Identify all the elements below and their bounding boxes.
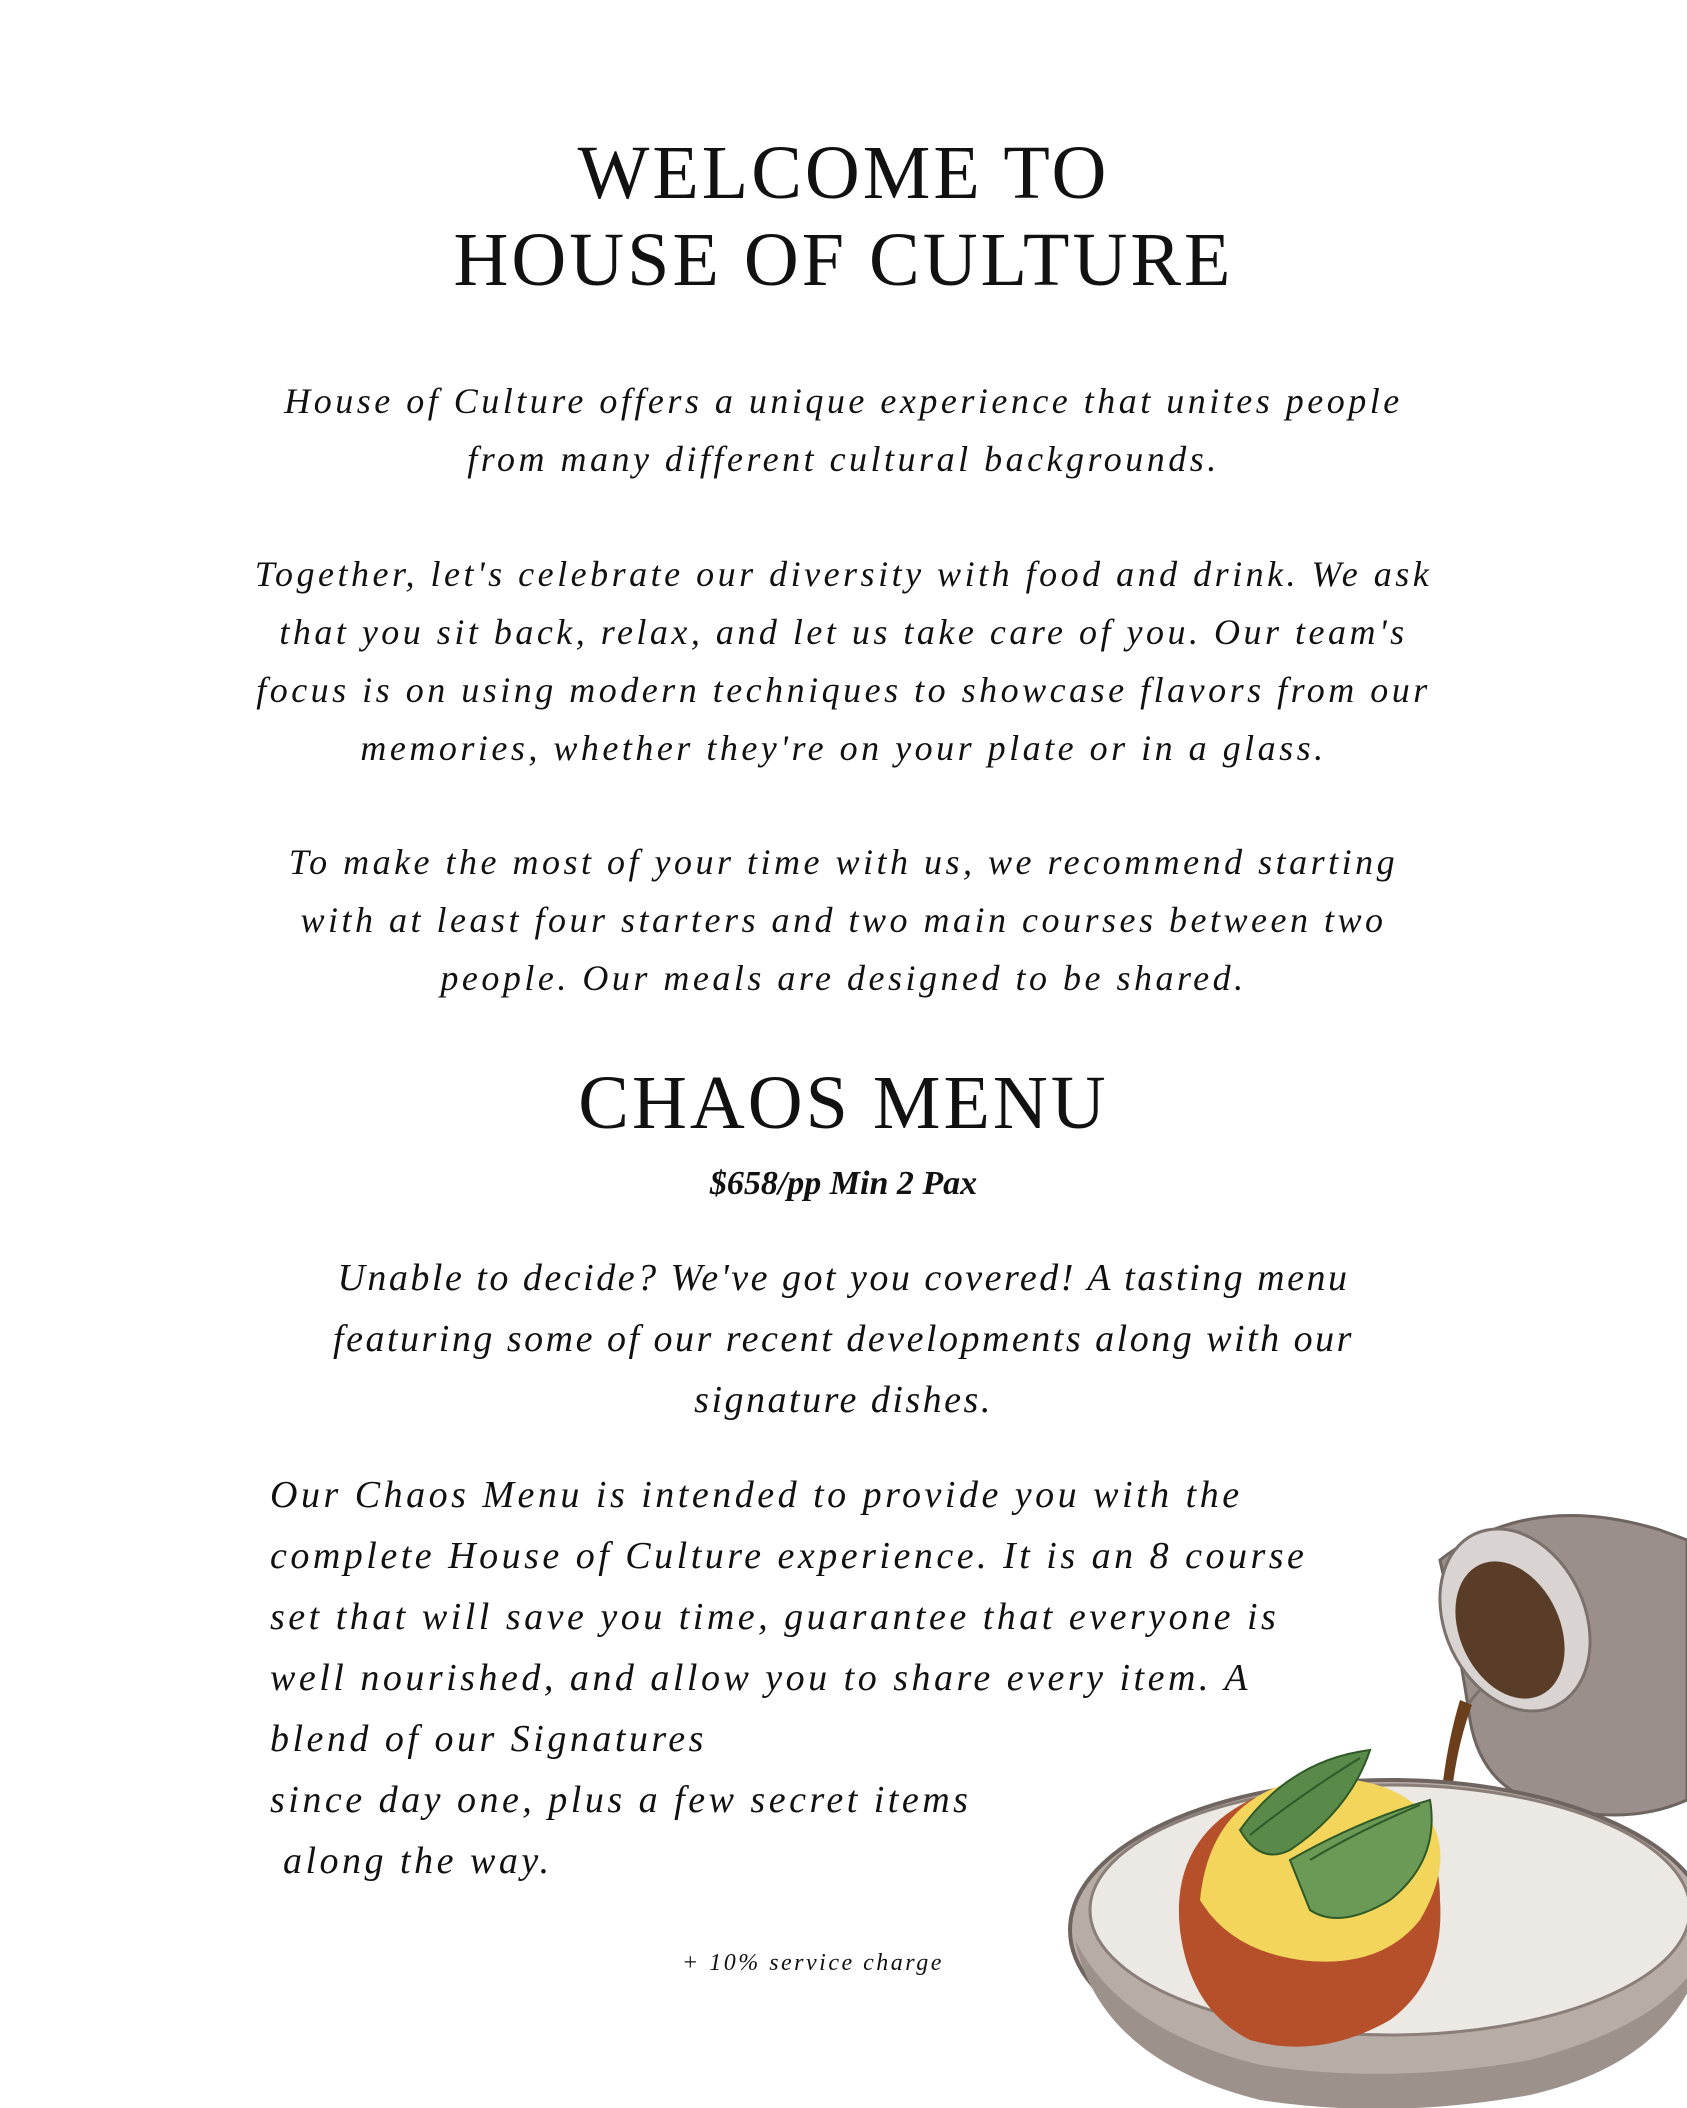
intro-p2-line: memories, whether they're on your plate or in a glass. — [360, 728, 1327, 768]
intro-p3-line: with at least four starters and two main courses between two — [300, 900, 1387, 940]
intro-p3-line: To make the most of your time with us, we recommend starting — [288, 842, 1399, 882]
chaos-menu-price: $658/pp Min 2 Pax — [709, 1165, 978, 1202]
service-charge-note: + 10% service charge — [682, 1950, 944, 1976]
intro-p2-line: that you sit back, relax, and let us take care of you. Our team's — [279, 612, 1408, 652]
title-line-1: WELCOME TO — [577, 131, 1110, 215]
page-title — [0, 130, 1687, 305]
description-line: since day one, plus a few secret items — [270, 1779, 972, 1821]
tagline-line: Unable to decide? We've got you covered! A tasting menu — [337, 1257, 1350, 1299]
description-line: well nourished, and allow you to share every item. A — [270, 1657, 1251, 1699]
description-line: Our Chaos Menu is intended to provide you with the — [270, 1474, 1243, 1516]
description-line: along the way. — [270, 1840, 553, 1882]
chaos-menu-title: CHAOS MENU — [578, 1061, 1109, 1145]
description-line: blend of our Signatures — [270, 1718, 707, 1760]
tagline-line: featuring some of our recent developments along with our — [333, 1318, 1354, 1360]
dish-with-sauce-pour-illustration — [1060, 1500, 1687, 2108]
title-line-2: HOUSE OF CULTURE — [453, 218, 1234, 303]
intro-p2-line: Together, let's celebrate our diversity with food and drink. We ask — [254, 554, 1433, 594]
intro-paragraph-2 — [0, 545, 1687, 777]
intro-paragraph-1 — [0, 372, 1687, 488]
intro-p2-line: focus is on using modern techniques to showcase flavors from our — [256, 670, 1431, 710]
description-line: set that will save you time, guarantee that everyone is — [270, 1596, 1280, 1638]
intro-p3-line: people. Our meals are designed to be shared. — [440, 958, 1247, 998]
chaos-tagline — [0, 1248, 1687, 1431]
intro-p1-line: House of Culture offers a unique experience that unites people — [284, 381, 1403, 421]
intro-paragraph-3 — [0, 833, 1687, 1007]
description-line: complete House of Culture experience. It is an 8 course — [270, 1535, 1308, 1577]
tagline-line: signature dishes. — [694, 1379, 993, 1421]
intro-p1-line: from many different cultural backgrounds. — [467, 439, 1220, 479]
